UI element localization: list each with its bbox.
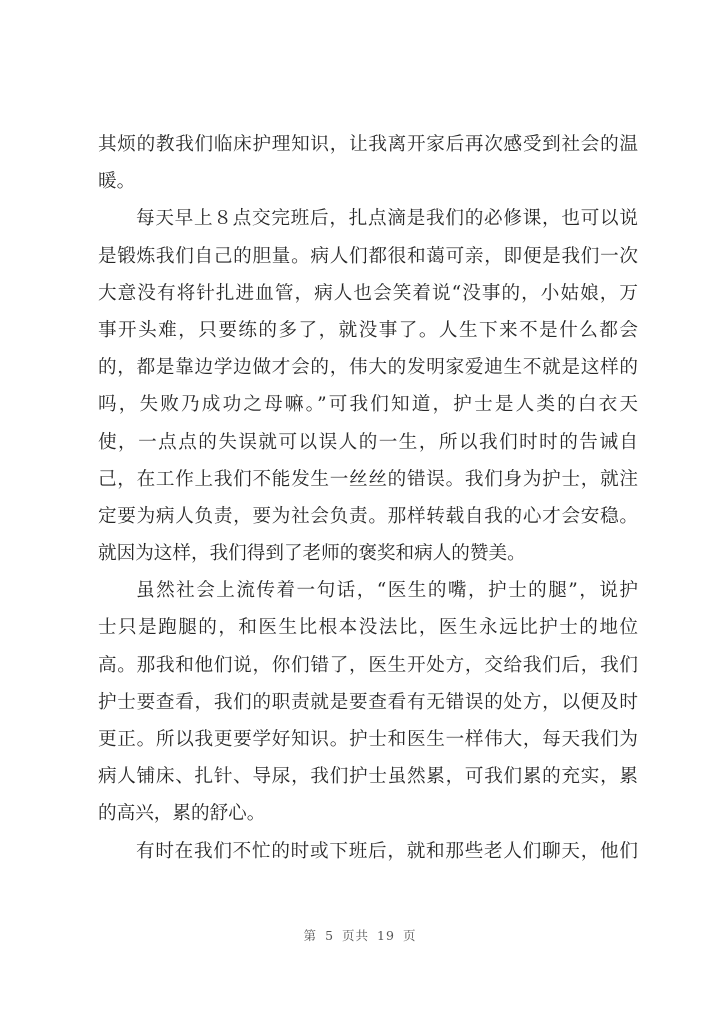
text-line: 高。那我和他们说，你们错了，医生开处方，交给我们后，我们 — [98, 654, 638, 676]
text-line: 使，一点点的失误就可以误人的一生，所以我们时时的告诫自 — [98, 431, 638, 453]
footer-middle: 页共 — [342, 928, 370, 943]
text-line: 更正。所以我更要学好知识。护士和医生一样伟大，每天我们为 — [98, 729, 638, 750]
text-line: 定要为病人负责，要为社会负责。那样转载自我的心才会安稳。 — [98, 505, 638, 527]
text-line: 大意没有将针扎进血管，病人也会笑着说“没事的，小姑娘，万 — [98, 282, 638, 304]
text-line: 有时在我们不忙的时或下班后，就和那些老人们聊天，他们 — [136, 840, 638, 862]
text-line: 的高兴，累的舒心。 — [98, 803, 266, 825]
text-line: 吗，失败乃成功之母嘛。”可我们知道，护士是人类的白衣天 — [98, 394, 638, 416]
text-line: 护士要查看，我们的职责就是要查看有无错误的处方，以便及时 — [98, 691, 638, 713]
footer-suffix: 页 — [402, 928, 417, 943]
text-line: 是锻炼我们自己的胆量。病人们都很和蔼可亲，即便是我们一次 — [98, 245, 638, 267]
footer-prefix: 第 — [303, 928, 318, 943]
text-line: 病人铺床、扎针、导尿，我们护士虽然累，可我们累的充实，累 — [98, 766, 638, 788]
footer-current-page: 5 — [325, 928, 335, 943]
text-line: 其烦的教我们临床护理知识，让我离开家后再次感受到社会的温 — [98, 134, 638, 155]
text-line: 己，在工作上我们不能发生一丝丝的错误。我们身为护士，就注 — [98, 468, 638, 490]
text-line: 事开头难，只要练的多了，就没事了。人生下来不是什么都会 — [98, 319, 638, 341]
text-line: 士只是跑腿的，和医生比根本没法比，医生永远比护士的地位 — [98, 617, 638, 639]
page-footer — [0, 926, 720, 944]
body-text — [98, 126, 638, 870]
text-line: 虽然社会上流传着一句话，“医生的嘴，护士的腿”，说护 — [136, 580, 638, 602]
text-line: 的，都是靠边学边做才会的，伟大的发明家爱迪生不就是这样的 — [98, 357, 638, 379]
text-line: 每天早上８点交完班后，扎点滴是我们的必修课，也可以说 — [136, 208, 638, 230]
text-line: 暖。 — [98, 171, 136, 193]
footer-total-pages: 19 — [377, 928, 395, 943]
text-line: 就因为这样，我们得到了老师的褒奖和病人的赞美。 — [98, 543, 526, 565]
